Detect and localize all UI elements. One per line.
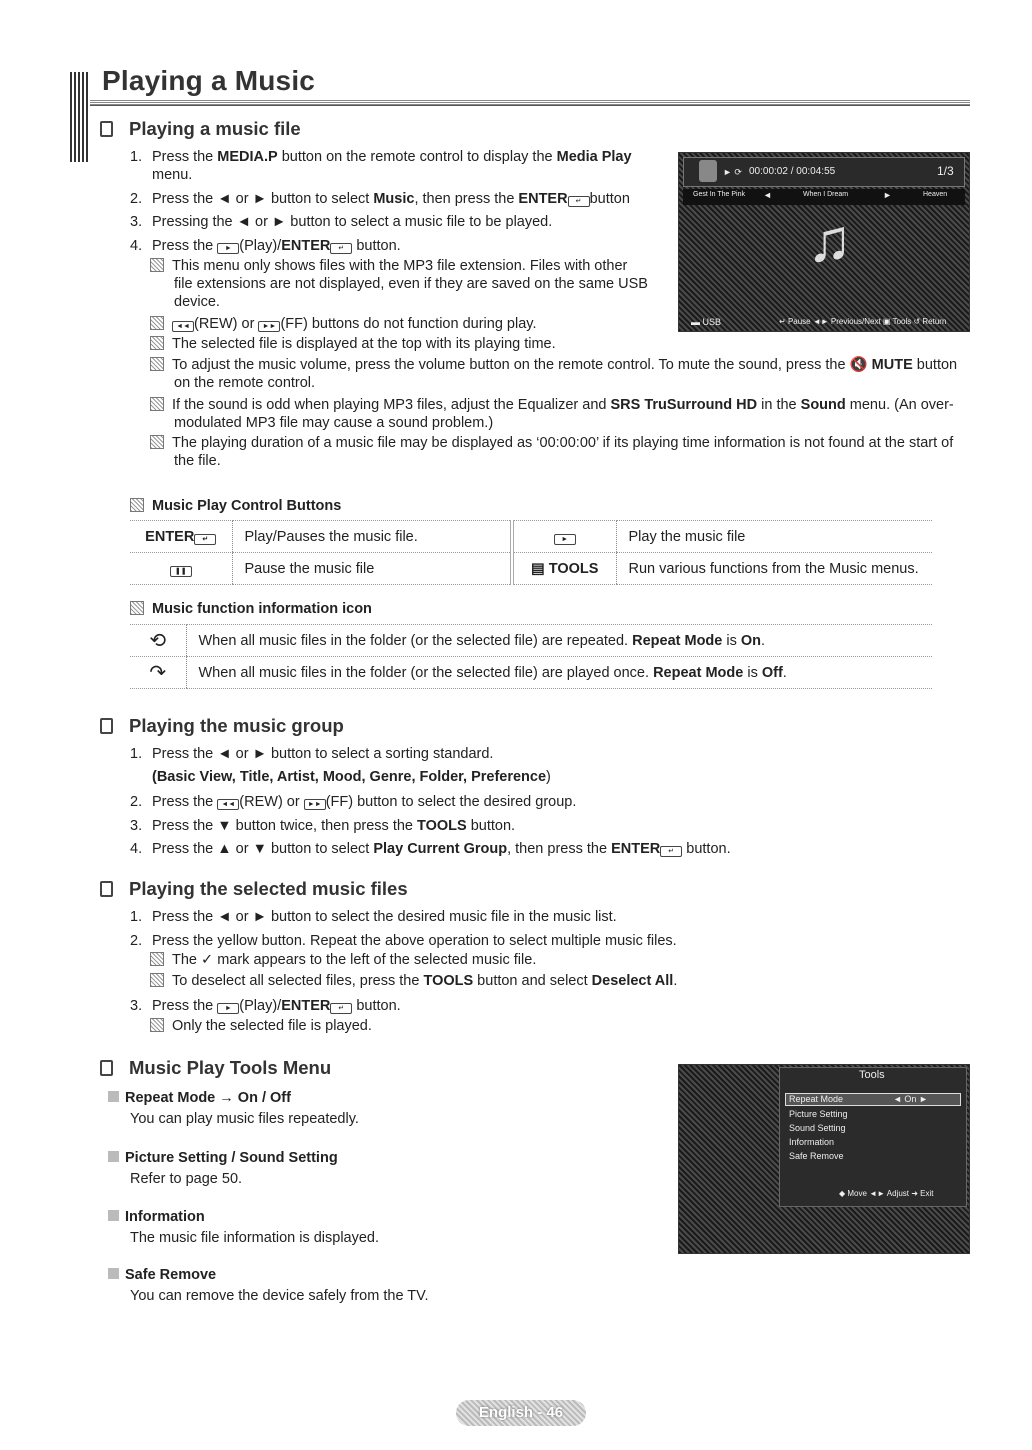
play-key-icon: ► (554, 534, 576, 545)
note-icon (150, 316, 164, 330)
tools-option: Information (789, 1137, 835, 1147)
enter-desc: Play/Pauses the music file. (232, 521, 512, 553)
note-icon (150, 397, 164, 411)
page-title: Playing a Music (102, 65, 316, 96)
current-track: When I Dream (803, 191, 849, 198)
repeat-off-icon: ↷ (130, 657, 186, 689)
next-track: Heaven (923, 191, 948, 198)
checkbox-icon (100, 718, 113, 734)
tools-item-info-title: Information (108, 1208, 205, 1226)
note-icon (130, 601, 144, 615)
note-equalizer-cont: modulated MP3 file may cause a sound problem.) (174, 415, 494, 431)
table-row (130, 657, 932, 689)
pause-key-icon: ❚❚ (170, 566, 192, 577)
tools-item-remove-desc: You can remove the device safely from the TV. (130, 1288, 429, 1304)
repeat-on-icon: ⟲ (130, 625, 186, 657)
selected-step-2: 2. Press the yellow button. Repeat the above operation to select multiple music files. (130, 933, 677, 949)
tools-desc: Run various functions from the Music menus. (616, 553, 932, 585)
title-rule (90, 100, 970, 106)
selected-note-2: To deselect all selected files, press the TOOLS button and select Deselect All. (150, 972, 677, 990)
repeat-mode-value: ◄ On ► (893, 1094, 928, 1104)
function-icon-heading: Music function information icon (130, 600, 372, 618)
tools-menu-screen (678, 1064, 970, 1254)
note-mp3-only-cont2: device. (174, 294, 220, 310)
tools-item-picture-desc: Refer to page 50. (130, 1171, 243, 1187)
play-indicator-icon: ► ⟳ (723, 167, 742, 177)
note-mp3-only: This menu only shows files with the MP3 file extension. Files with other (150, 257, 627, 275)
repeat-off-desc: When all music files in the folder (or the selected file) are played once. Repeat Mode is Off. (186, 657, 932, 689)
tools-option: Safe Remove (789, 1151, 844, 1161)
note-icon (150, 435, 164, 449)
checkbox-icon (100, 1060, 113, 1076)
control-buttons-heading: Music Play Control Buttons (130, 497, 341, 515)
note-duration-cont: the file. (174, 453, 221, 469)
enter-key-icon: ↵ (568, 196, 590, 207)
music-note-icon: ♫ (807, 207, 852, 274)
play-desc: Play the music file (616, 521, 932, 553)
bullet-icon (108, 1268, 119, 1279)
tools-key-cell: ▤ TOOLS (512, 553, 616, 585)
group-step-1: 1. Press the ◄ or ► button to select a sorting standard. (130, 746, 494, 762)
note-equalizer: If the sound is odd when playing MP3 files, adjust the Equalizer and SRS TruSurround HD in the Sound menu. (An over- (150, 396, 954, 414)
next-arrow-icon: ► (883, 190, 892, 200)
album-thumb-icon (699, 160, 717, 182)
table-row (130, 553, 932, 585)
step-2: 2. Press the ◄ or ► button to select Music, then press the ENTER ↵ button (130, 191, 630, 207)
note-icon (130, 498, 144, 512)
tools-item-picture-title: Picture Setting / Sound Setting (108, 1149, 338, 1167)
step-3: 3. Pressing the ◄ or ► button to select a music file to be played. (130, 214, 553, 230)
bullet-icon (108, 1091, 119, 1102)
selected-note-3: Only the selected file is played. (150, 1017, 372, 1035)
note-icon (150, 336, 164, 350)
tools-icon: ▤ (531, 560, 545, 577)
note-selected-file: The selected file is displayed at the top with its playing time. (150, 335, 556, 353)
pause-key-cell (130, 553, 232, 585)
selected-note-1: The ✓ mark appears to the left of the selected music file. (150, 951, 536, 969)
usb-device: ▬ USB (691, 317, 722, 327)
mute-icon: 🔇 (849, 357, 868, 373)
note-icon (150, 952, 164, 966)
ff-key-icon: ►► (258, 321, 280, 332)
player-hints: ↵ Pause ◄► Previous/Next ▣ Tools ↺ Return (779, 317, 947, 326)
repeat-mode-label: Repeat Mode (789, 1094, 844, 1104)
note-icon (150, 357, 164, 371)
enter-key-cell: ENTER ↵ (130, 521, 232, 553)
group-step-4: 4. Press the ▲ or ▼ button to select Play Current Group, then press the ENTER ↵ button. (130, 841, 731, 857)
tools-popup-title: Tools (859, 1069, 885, 1081)
play-key-icon: ► (217, 243, 239, 254)
note-icon (150, 973, 164, 987)
prev-track: Gest In The Pink (693, 191, 746, 198)
function-icon-table (130, 624, 932, 689)
tools-hints: ◆ Move ◄► Adjust ➜ Exit (839, 1189, 934, 1198)
track-count: 1/3 (937, 164, 954, 178)
rew-key-icon: ◄◄ (217, 799, 239, 810)
section-heading-tools-menu: Music Play Tools Menu (100, 1057, 331, 1079)
step-4: 4. Press the ► (Play)/ENTER ↵ button. (130, 238, 401, 254)
group-sort-options: (Basic View, Title, Artist, Mood, Genre, Folder, Preference) (152, 769, 551, 785)
selected-step-1: 1. Press the ◄ or ► button to select the desired music file in the music list. (130, 909, 617, 925)
enter-key-icon: ↵ (660, 846, 682, 857)
page-number: English - 46 (456, 1400, 586, 1426)
music-player-screen (678, 152, 970, 332)
pause-desc: Pause the music file (232, 553, 512, 585)
tools-item-info-desc: The music file information is displayed. (130, 1230, 380, 1246)
note-rew-ff: ◄◄ (REW) or ►► (FF) buttons do not function during play. (150, 315, 536, 333)
enter-key-icon: ↵ (330, 243, 352, 254)
play-key-cell (512, 521, 616, 553)
section-heading-music-group: Playing the music group (100, 715, 344, 737)
tools-option: Sound Setting (789, 1123, 846, 1133)
title-side-bar (70, 72, 90, 162)
checkbox-icon (100, 121, 113, 137)
table-row (130, 521, 932, 553)
enter-key-icon: ↵ (194, 534, 216, 545)
step-1-cont: menu. (152, 167, 193, 183)
group-step-3: 3. Press the ▼ button twice, then press the TOOLS button. (130, 818, 516, 834)
step-1: 1. Press the MEDIA.P button on the remote control to display the Media Play (130, 149, 632, 165)
note-volume-cont: on the remote control. (174, 375, 316, 391)
note-icon (150, 1018, 164, 1032)
checkbox-icon (100, 881, 113, 897)
bullet-icon (108, 1210, 119, 1221)
ff-key-icon: ►► (304, 799, 326, 810)
selected-step-3: 3. Press the ► (Play)/ENTER ↵ button. (130, 998, 401, 1014)
table-row (130, 625, 932, 657)
play-key-icon: ► (217, 1003, 239, 1014)
repeat-on-desc: When all music files in the folder (or the selected file) are repeated. Repeat Mode is On. (186, 625, 932, 657)
note-icon (150, 258, 164, 272)
section-heading-playing-file: Playing a music file (100, 118, 301, 140)
bullet-icon (108, 1151, 119, 1162)
prev-arrow-icon: ◄ (763, 190, 772, 200)
group-step-2: 2. Press the ◄◄ (REW) or ►► (FF) button to select the desired group. (130, 794, 577, 810)
section-heading-selected-files: Playing the selected music files (100, 878, 408, 900)
note-duration: The playing duration of a music file may be displayed as ‘00:00:00’ if its playing time information is not found at the start of (150, 434, 953, 452)
enter-key-icon: ↵ (330, 1003, 352, 1014)
note-mp3-only-cont1: file extensions are not displayed, even if they are saved on the same USB (174, 276, 648, 292)
rew-key-icon: ◄◄ (172, 321, 194, 332)
tools-item-repeat-title: Repeat Mode → On / Off (108, 1089, 291, 1107)
play-time: 00:00:02 / 00:04:55 (749, 166, 836, 177)
control-buttons-table (130, 520, 932, 585)
note-volume: To adjust the music volume, press the volume button on the remote control. To mute the sound, press the 🔇 MUTE button (150, 356, 957, 374)
tools-option: Picture Setting (789, 1109, 848, 1119)
tools-item-repeat-desc: You can play music files repeatedly. (130, 1111, 359, 1127)
tools-item-remove-title: Safe Remove (108, 1266, 216, 1284)
